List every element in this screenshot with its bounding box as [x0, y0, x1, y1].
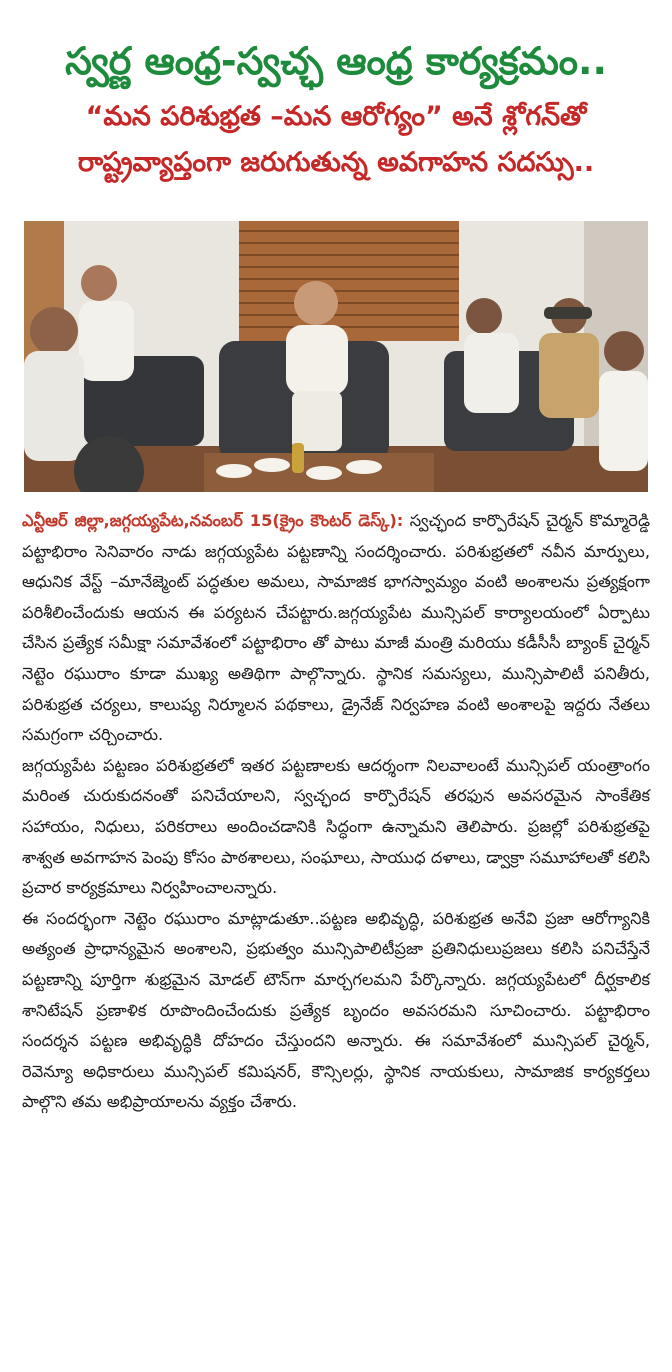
- meeting-photo: [24, 221, 648, 492]
- article-body: [22, 506, 650, 1118]
- dateline: ఎన్టీఆర్ జిల్లా,జగ్గయ్యపేట,నవంబర్ 15(క్రైం కౌంటర్ డెస్క్):: [22, 511, 404, 530]
- article-paragraph-2: జగ్గయ్యపేట పట్టణం పరిశుభ్రతలో ఇతర పట్టణాలకు ఆదర్శంగా నిలవాలంటే మున్సిపల్ యంత్రాంగం మరింత చురుకుదనంతో పనిచేయాలని, స్వచ్ఛంద కార్పొరేషన్ తరఫున అవసరమైన సాంకేతిక సహాయం, నిధులు, పరికరాలు అందించడానికి సిద్ధంగా ఉన్నామని తెలిపారు. ప్రజల్లో పరిశుభ్రతపై శాశ్వత అవగాహన పెంపు కోసం పాఠశాలలు, సంఘాలు, సాయుధ దళాలు, డ్వాక్రా సమూహాలతో కలిసి ప్రచార కార్యక్రమాలు నిర్వహించాలన్నారు.: [22, 755, 650, 898]
- article-lead: స్వచ్ఛంద కార్పొరేషన్ చైర్మన్ కొమ్మారెడ్డి పట్టాభిరాం సెనివారం నాడు జగ్గయ్యపేట పట్టణాన్ని సందర్శించారు. పరిశుభ్రతలో నవీన మార్పులు, ఆధునిక వేస్ట్ –మానేజ్మెంట్ పద్ధతుల అమలు, సామాజిక భాగస్వామ్యం వంటి అంశాలను ప్రత్యక్షంగా పరిశీలించేందుకు ఆయన ఈ పర్యటన చేపట్టారు.జగ్గయ్యపేట మున్సిపల్ కార్యాలయంలో ఏర్పాటు చేసిన ప్రత్యేక సమీక్షా సమావేశంలో పట్టాభిరాం తో పాటు మాజీ మంత్రి మరియు కడీసీసీ బ్యాంక్ చైర్మన్ నెట్టెం రఘురాం కూడా ముఖ్య అతిథిగా పాల్గొన్నారు. స్థానిక సమస్యలు, మున్సిపాలిటీ పనితీరు, పరిశుభ్రత చర్యలు, కాలుష్య నిర్మూలన పథకాలు, డ్రైనేజ్ నిర్వహణ వంటి అంశాలపై ఇద్దరు నేతలు సమగ్రంగా చర్చించారు.: [22, 511, 650, 745]
- headline: స్వర్ణ ఆంధ్ర-స్వచ్ఛ ఆంధ్ర కార్యక్రమం..: [65, 39, 607, 83]
- article-paragraph-1: [22, 506, 650, 751]
- subheadline: “మన పరిశుభ్రత –మన ఆరోగ్యం” అనే శ్లోగన్‌తో రాష్ట్రవ్యాప్తంగా జరుగుతున్న అవగాహన సదస్సు..: [77, 101, 595, 178]
- article-paragraph-3: ఈ సందర్భంగా నెట్టెం రఘురాం మాట్లాడుతూ..పట్టణ అభివృద్ధి, పరిశుభ్రత అనేవి ప్రజా ఆరోగ్యానికి అత్యంత ప్రాధాన్యమైన అంశాలని, ప్రభుత్వం మున్సిపాలిటీప్రజా ప్రతినిధులుప్రజలు కలిసి పనిచేస్తేనే పట్టణాన్ని పూర్తిగా శుభ్రమైన మోడల్ టౌన్‌గా మార్చగలమని పేర్కొన్నారు. జగ్గయ్యపేటలో దీర్ఘకాలిక శానిటేషన్ ప్రణాళిక రూపొందించేందుకు ప్రత్యేక బృందం అవసరమని సూచించారు. పట్టాభిరాం సందర్శన పట్టణ అభివృద్ధికి దోహదం చేస్తుందని అన్నారు. ఈ సమావేశంలో మున్సిపల్ చైర్మన్, రెవెన్యూ అధికారులు మున్సిపల్ కమిషనర్, కౌన్సిలర్లు, స్థానిక నాయకులు, సామాజిక కార్యకర్తలు పాల్గొని తమ అభిప్రాయాలను వ్యక్తం చేశారు.: [22, 908, 650, 1112]
